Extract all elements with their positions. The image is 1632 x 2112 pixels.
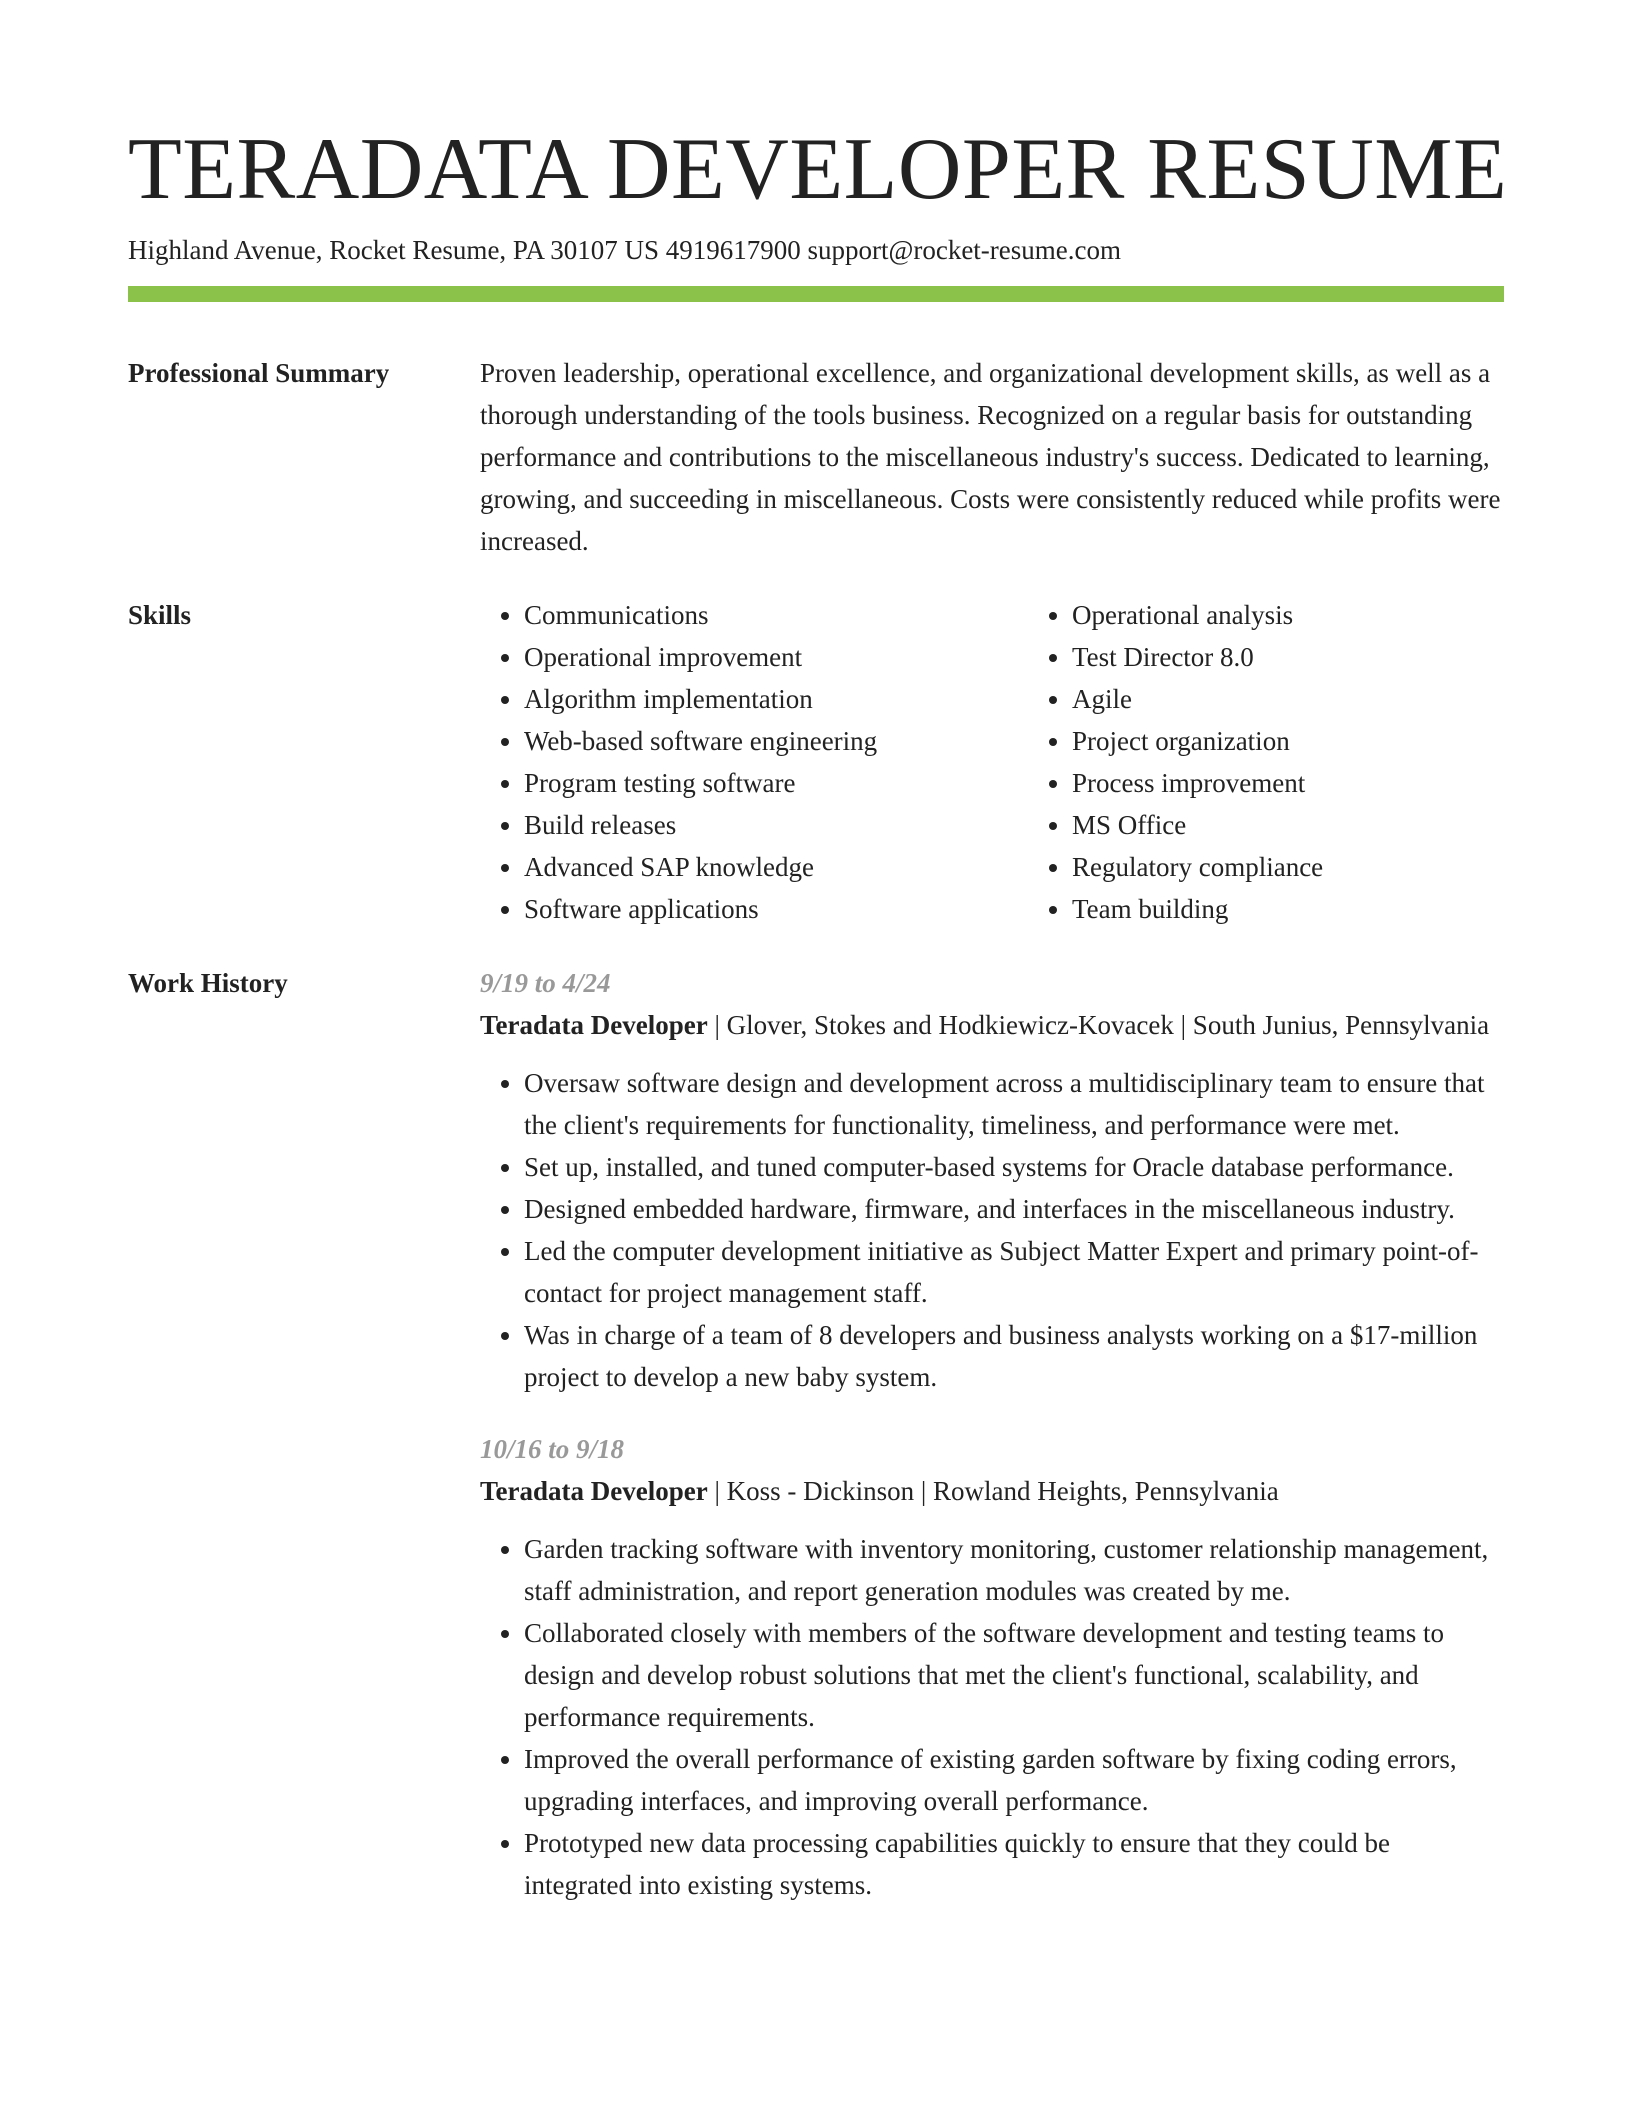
job-heading [480,1470,1504,1512]
skill-item: • Software applications [524,888,1028,930]
summary-text: Proven leadership, operational excellence, and organizational development skills, as well as a thorough understanding of the tools business. Recognized on a regular basis for outstanding performance and contributions to the miscellaneous industry's success. Dedicated to learning, growing, and succeeding in miscellaneous. Costs were consistently reduced while profits were increased. [480,358,1501,556]
skill-item: • Algorithm implementation [524,678,1028,720]
skill-item: • Project organization [1072,720,1576,762]
job-bullet: • Prototyped new data processing capabilities quickly to ensure that they could be integrated into existing systems. [524,1822,1504,1906]
job-dates: 10/16 to 9/18 [480,1434,625,1464]
job-title: Teradata Developer [480,1476,708,1506]
skills-list-right [1028,594,1576,930]
job-dates: 9/19 to 4/24 [480,968,611,998]
skill-item: • Program testing software [524,762,1028,804]
skill-item: • MS Office [1072,804,1576,846]
job-bullet: • Oversaw software design and development across a multidisciplinary team to ensure that the client's requirements for functionality, timeliness, and performance were met. [524,1062,1504,1146]
job-entry [480,962,1504,1398]
contact-info: Highland Avenue, Rocket Resume, PA 30107 US 4919617900 support@rocket-resume.com [128,235,1122,265]
section-label-skills: Skills [128,600,192,630]
skill-item: • Web-based software engineering [524,720,1028,762]
section-label-summary: Professional Summary [128,358,390,388]
job-details: | Glover, Stokes and Hodkiewicz-Kovacek | South Junius, Pennsylvania [707,1010,1490,1040]
job-entry [480,1428,1504,1906]
resume-title: TERADATA DEVELOPER RESUME [128,121,1508,218]
skill-item: • Regulatory compliance [1072,846,1576,888]
job-bullet: • Designed embedded hardware, firmware, and interfaces in the miscellaneous industry. [524,1188,1504,1230]
skills-list-left [480,594,1028,930]
skill-item: • Advanced SAP knowledge [524,846,1028,888]
professional-summary-section [128,352,1504,562]
skill-item: • Team building [1072,888,1576,930]
skill-item: • Operational improvement [524,636,1028,678]
resume-page [128,118,1508,1906]
section-label-work: Work History [128,968,288,998]
job-heading [480,1004,1504,1046]
skill-item: • Build releases [524,804,1028,846]
skill-item: • Communications [524,594,1028,636]
job-bullet: • Was in charge of a team of 8 developers and business analysts working on a $17-million project to develop a new baby system. [524,1314,1504,1398]
job-bullet: • Garden tracking software with inventory monitoring, customer relationship management, staff administration, and report generation modules was created by me. [524,1528,1504,1612]
job-bullets [480,1528,1504,1906]
skill-item: • Process improvement [1072,762,1576,804]
skill-item: • Operational analysis [1072,594,1576,636]
job-bullet: • Set up, installed, and tuned computer-based systems for Oracle database performance. [524,1146,1504,1188]
work-history-section [128,962,1504,1906]
job-bullet: • Improved the overall performance of existing garden software by fixing coding errors, upgrading interfaces, and improving overall performance. [524,1738,1504,1822]
skills-section [128,594,1504,930]
job-bullet: • Collaborated closely with members of the software development and testing teams to design and develop robust solutions that met the client's functional, scalability, and performance requirements. [524,1612,1504,1738]
skill-item: • Agile [1072,678,1576,720]
accent-divider [128,286,1504,302]
job-details: | Koss - Dickinson | Rowland Heights, Pennsylvania [707,1476,1279,1506]
job-title: Teradata Developer [480,1010,708,1040]
job-bullets [480,1062,1504,1398]
job-bullet: • Led the computer development initiative as Subject Matter Expert and primary point-of-contact for project management staff. [524,1230,1504,1314]
skill-item: • Test Director 8.0 [1072,636,1576,678]
skills-columns [480,594,1504,930]
work-history-body [480,962,1504,1906]
